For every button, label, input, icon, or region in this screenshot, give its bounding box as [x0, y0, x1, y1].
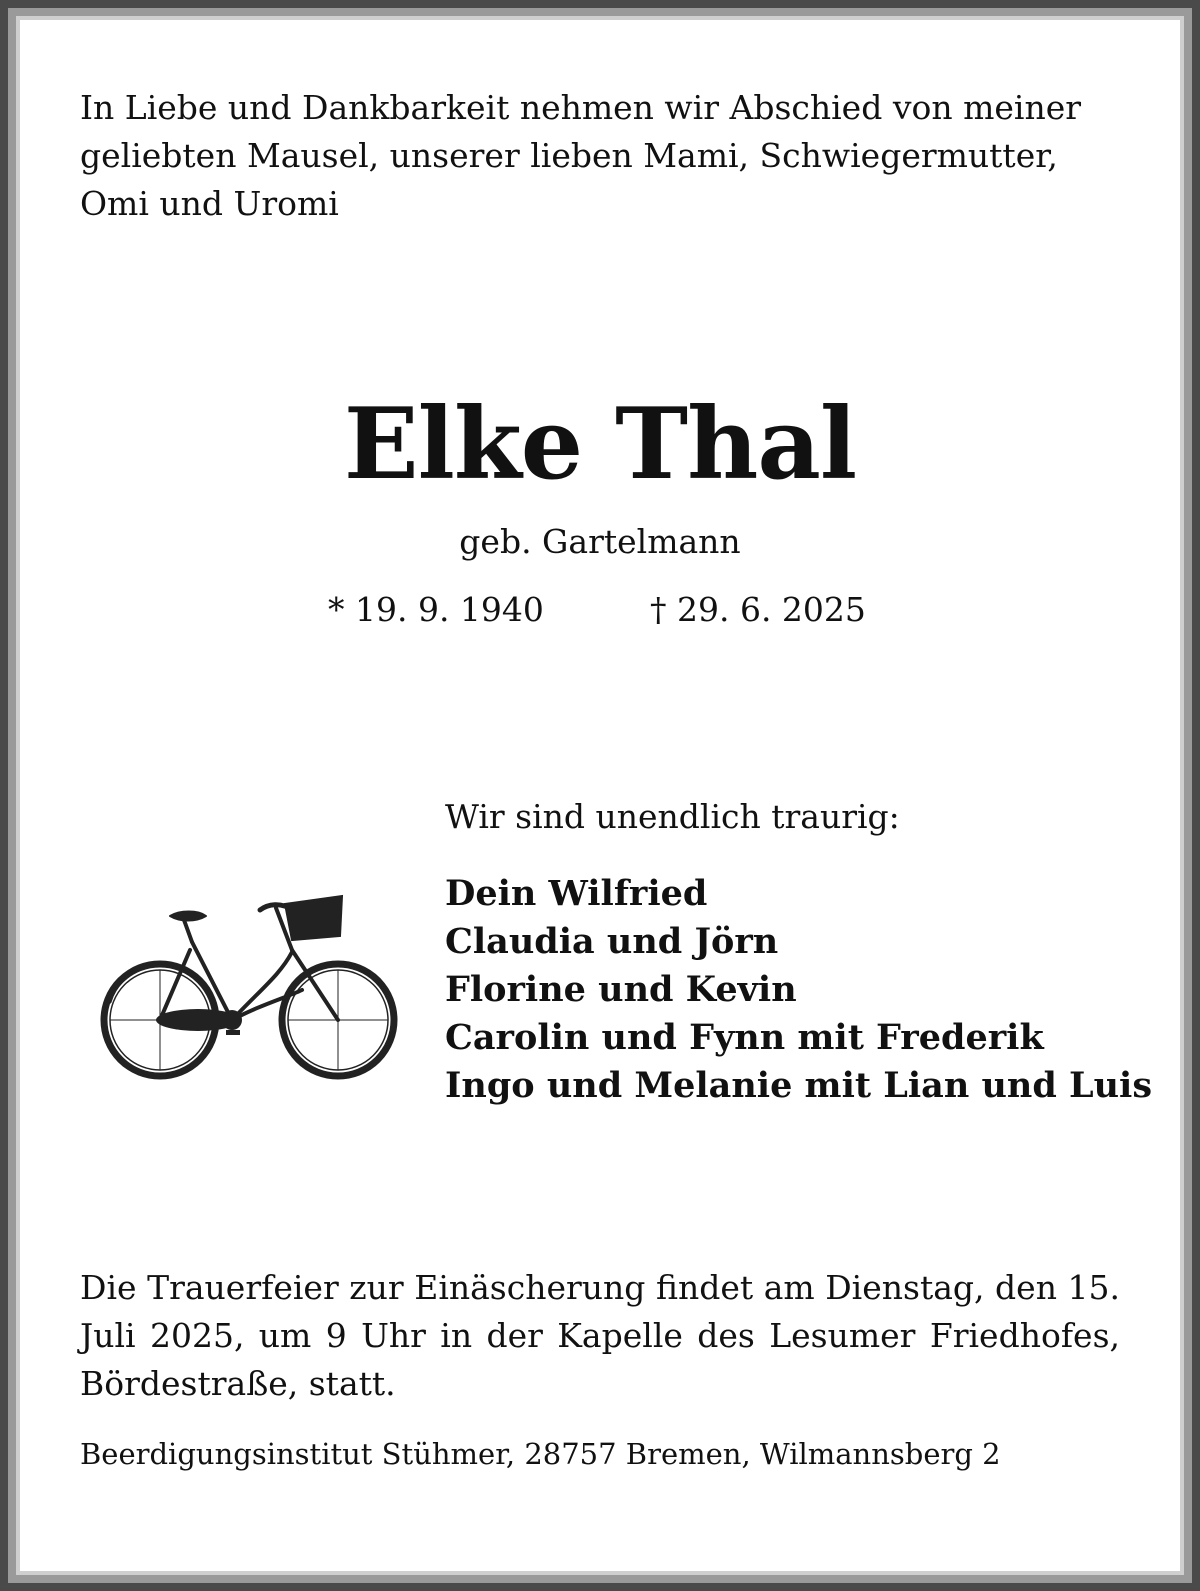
- birth-date: * 19. 9. 1940: [328, 590, 544, 629]
- ceremony-text: Die Trauerfeier zur Einäscherung findet am Dienstag, den 15. Juli 2025, um 9 Uhr in der Kapelle des Lesumer Friedhofes, Bördestraße, statt.: [80, 1268, 1120, 1403]
- death-date: † 29. 6. 2025: [650, 590, 866, 629]
- mourner-name: Claudia und Jörn: [445, 921, 779, 962]
- mourner-name: Dein Wilfried: [445, 873, 708, 914]
- middle-frame: [8, 8, 1192, 1583]
- intro-text: In Liebe und Dankbarkeit nehmen wir Abschied von meiner geliebten Mausel, unserer lieben Mami, Schwiegermutter, Omi und Uromi: [80, 88, 1082, 223]
- mourner-name: Ingo und Melanie mit Lian und Luis: [445, 1065, 1153, 1106]
- mourner-name: Carolin und Fynn mit Frederik: [445, 1017, 1044, 1058]
- maiden-name: geb. Gartelmann: [459, 522, 741, 561]
- notice-card: [16, 16, 1184, 1575]
- mourners-heading: Wir sind unendlich traurig:: [445, 797, 900, 836]
- bicycle-icon: [80, 880, 410, 1080]
- mourners-list: [445, 870, 1165, 1110]
- deceased-name: Elke Thal: [343, 387, 857, 502]
- funeral-home: Beerdigungsinstitut Stühmer, 28757 Bremen, Wilmannsberg 2: [80, 1437, 1001, 1471]
- mourner-name: Florine und Kevin: [445, 969, 797, 1010]
